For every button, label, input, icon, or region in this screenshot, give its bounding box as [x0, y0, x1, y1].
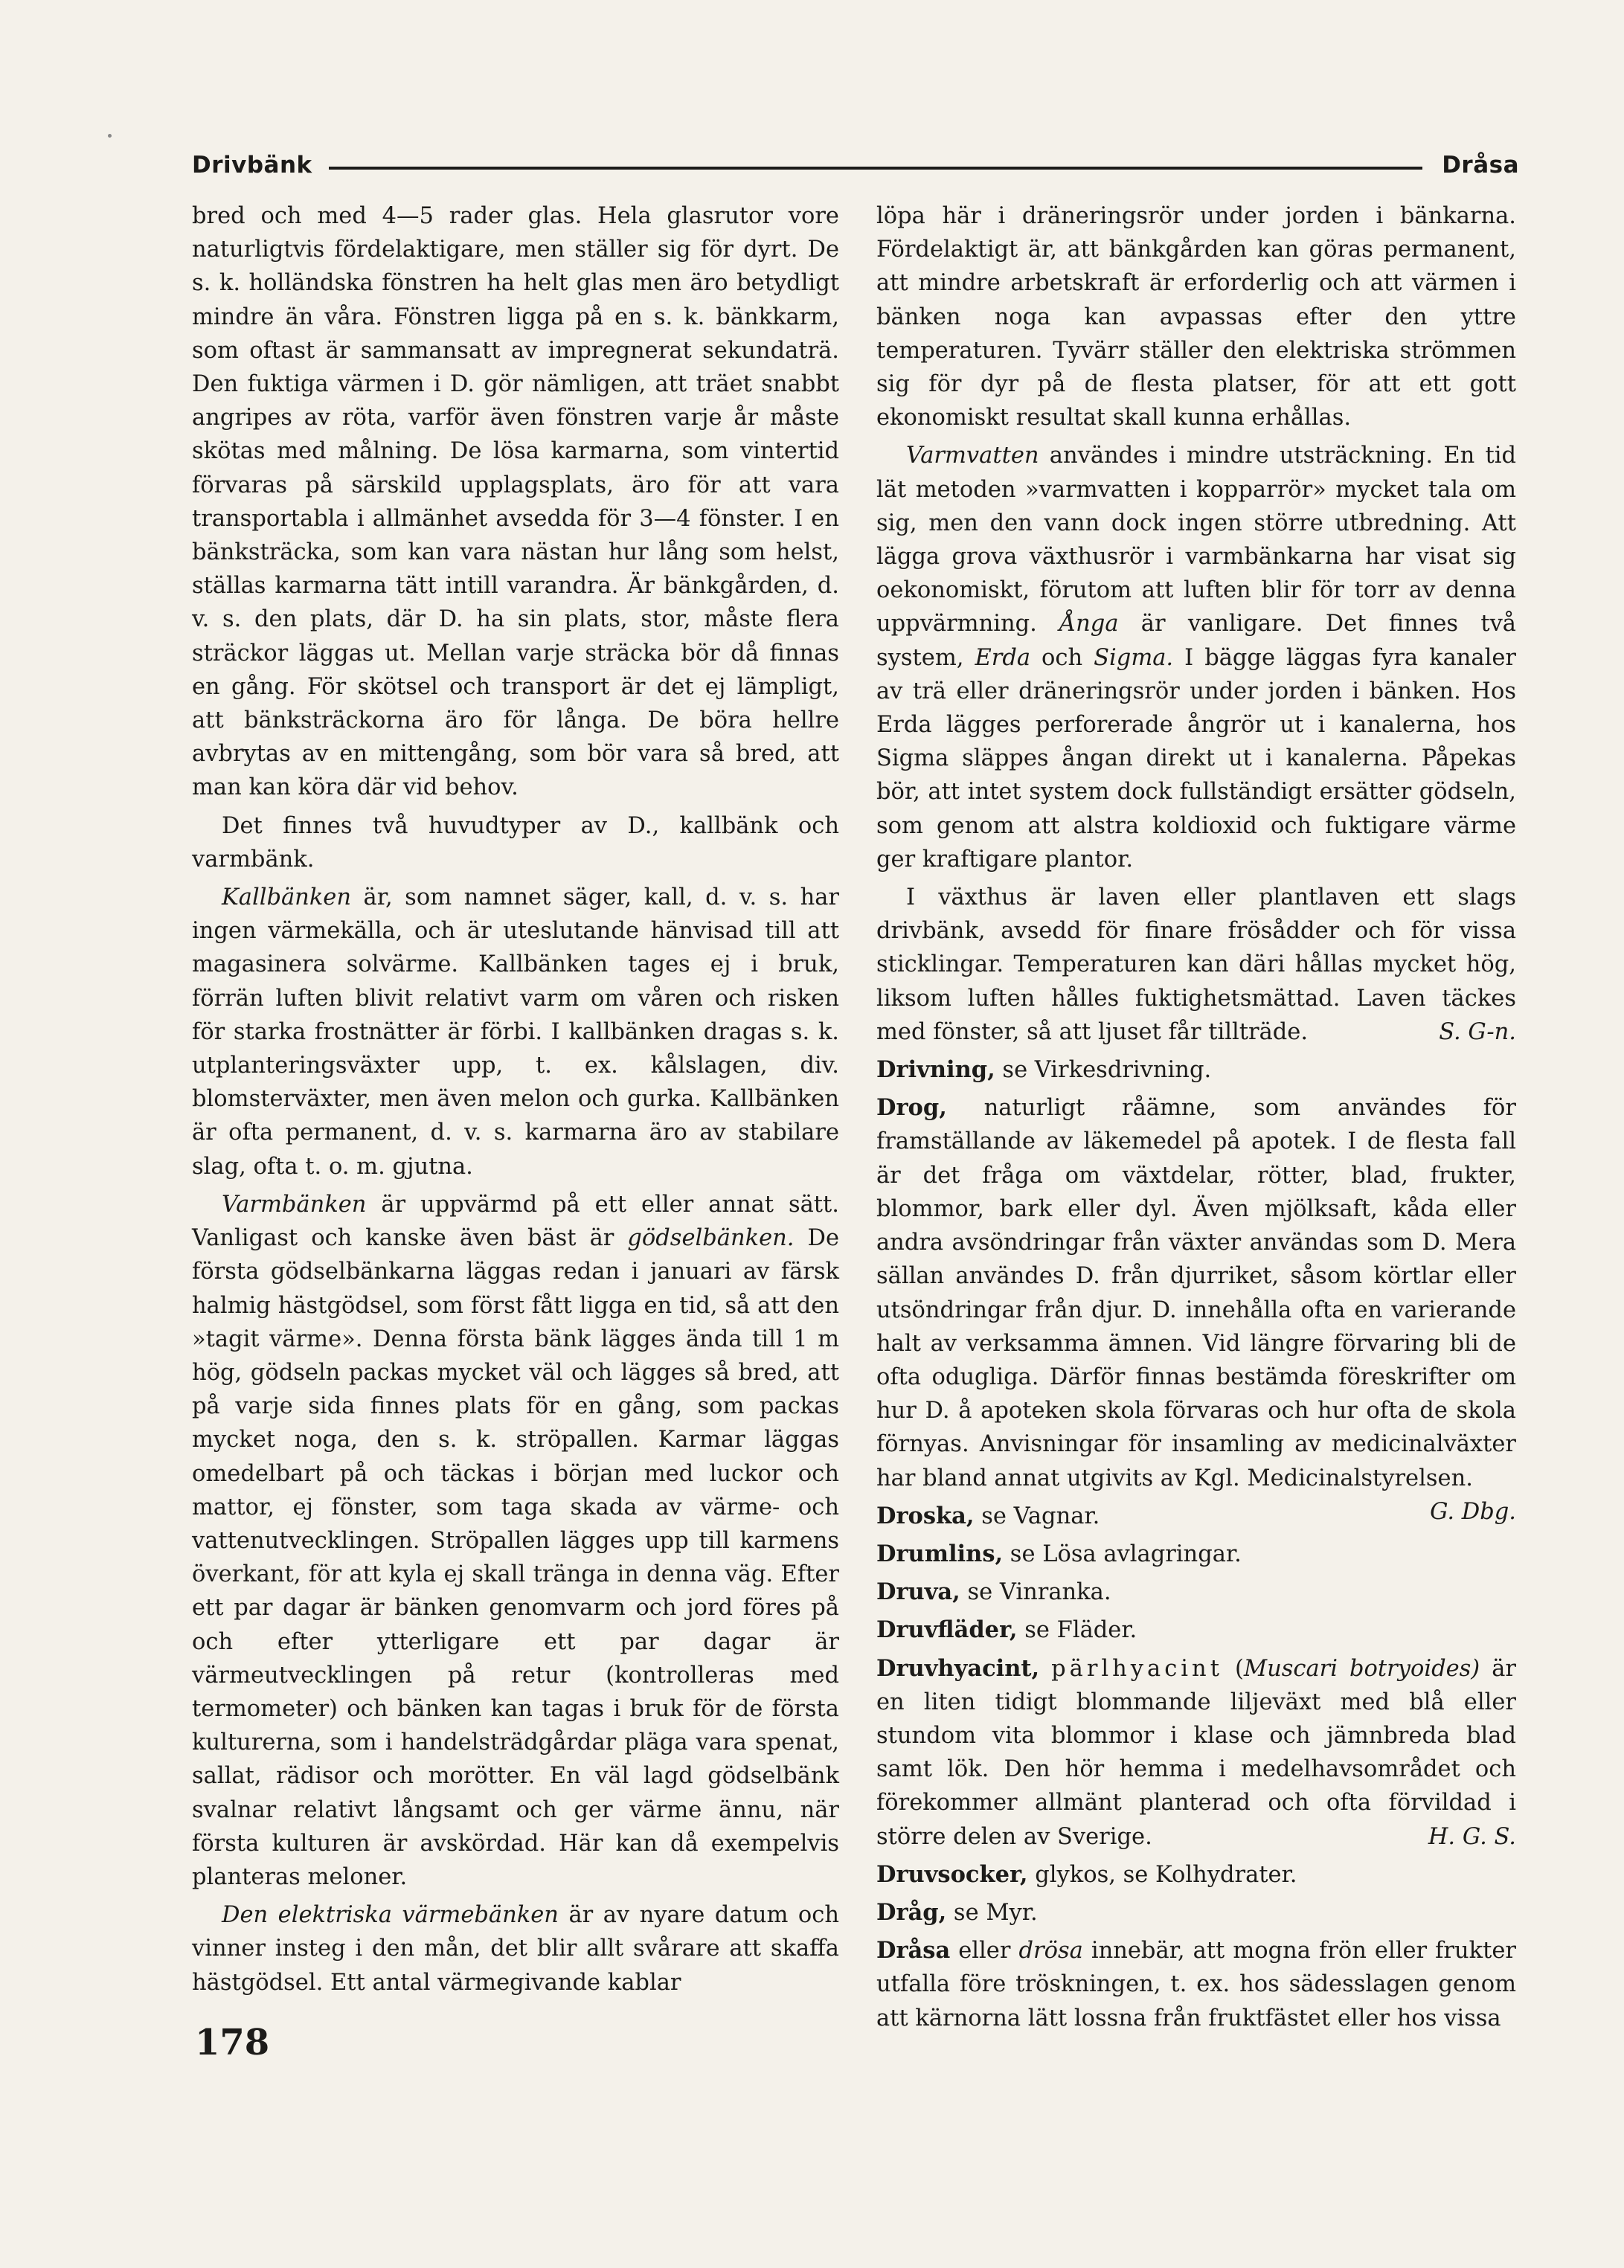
paragraph: Varmbänken är uppvärmd på ett eller annat sätt. Vanligast och kanske även bäst är gödselbänken. De första gödselbänkarna läggas redan i januari av färsk halmig hästgödsel, som först fått ligga en tid, så att den »tagit värme». Denna första bänk lägges ända till 1 m hög, gödseln packas mycket väl och lägges så bred, att på varje sida finnes plats för en gång, som packas mycket noga, den s. k. ströpallen. Karmar läggas omedelbart på och täckas i början med luckor och mattor, ej fönster, som taga skada av värme- och vattenutvecklingen. Ströpallen lägges upp till karmens överkant, för att kyla ej skall tränga in denna väg. Efter ett par dagar är bänken genomvarm och jord föres på och efter ytterligare ett par dagar är värmeutvecklingen på retur (kontrolleras med termometer) och bänken kan tagas i bruk för de första kulturerna, som i handelsträdgårdar pläga vara spenat, sallat, rädisor och morötter. En väl lagd gödselbänk svalnar relativt långsamt och ger värme ännu, när första kulturen är avskördad. Här kan då exempelvis planteras meloner.	[192, 1191, 839, 1890]
author-signature: S. G-n.	[1439, 1018, 1516, 1045]
entry-headword: Drivning,	[876, 1056, 995, 1084]
entry-headword: Droska,	[876, 1502, 975, 1529]
italic-term: gödselbänken.	[627, 1225, 795, 1252]
italic-lead: Kallbänken	[222, 884, 352, 911]
paragraph: löpa här i dräneringsrör under jorden i bänkarna. Fördelaktigt är, att bänkgården kan göras permanent, att mindre arbetskraft är erforderlig och att värmen i bänken noga kan avpassas efter den yttre temperaturen. Tyvärr ställer den elektriska strömmen sig för dyr på de flesta platser, för att ett gott ekonomiskt resultat skall kunna erhållas.	[876, 203, 1516, 431]
entry-headword: Druva,	[876, 1578, 960, 1606]
paragraph: bred och med 4—5 rader glas. Hela glasrutor vore naturligtvis fördelaktigare, men ställer sig för dyrt. De s. k. holländska fönstren ha helt glas men äro betydligt mindre än våra. Fönstren ligga på en s. k. bänkkarm, som oftast är sammansatt av impregnerat sekundaträ. Den fuktiga värmen i D. gör nämligen, att träet snabbt angripes av röta, varför även fönstren varje år måste skötas med målning. De lösa karmarna, som vintertid förvaras på särskild upplagsplats, äro för att vara transportabla i allmänhet avsedda för 3—4 fönster. I en bänksträcka, som kan vara nästan hur lång som helst, ställas karmarna tätt intill varandra. Är bänkgården, d. v. s. den plats, där D. ha sin plats, stor, måste flera sträckor läggas ut. Mellan varje sträcka bör då finnas en gång. För skötsel och transport är det ej lämpligt, att bänksträckorna äro för långa. De böra hellre avbrytas av en mittengång, som bör vara så bred, att man kan köra där vid behov.	[192, 203, 839, 801]
entry-headword: Druvsocker,	[876, 1860, 1028, 1888]
dictionary-entry: Drumlins, se Lösa avlagringar.	[876, 1540, 1242, 1567]
italic-term: Muscari botryoides)	[1243, 1655, 1480, 1682]
header-rule	[329, 167, 1422, 170]
paragraph: Den elektriska värmebänken är av nyare datum och vinner insteg i den mån, det blir allt svårare att skaffa hästgödsel. Ett antal värmegivande kablar	[192, 1902, 839, 1996]
entry-synonym: pärlhyacint	[1051, 1655, 1223, 1682]
entry-headword: Druvfläder,	[876, 1616, 1018, 1644]
dictionary-entry: Dråsa eller drösa innebär, att mogna frön eller frukter utfalla före tröskningen, t. ex. hos sädesslagen genom att kärnorna lätt lossna från fruktfästet eller hos vissa	[876, 1937, 1516, 2031]
paragraph: Kallbänken är, som namnet säger, kall, d. v. s. har ingen värmekälla, och är uteslutande hänvisad till att magasinera solvärme. Kallbänken tages ej i bruk, förrän luften blivit relativt varm om våren och risken för starka frostnätter är förbi. I kallbänken dragas s. k. utplanteringsväxter upp, t. ex. kålslagen, div. blomsterväxter, men även melon och gurka. Kallbänken är ofta permanent, d. v. s. karmarna äro av stabilare slag, ofta t. o. m. gjutna.	[192, 884, 839, 1180]
paragraph: Varmvatten användes i mindre utsträckning. En tid lät metoden »varmvatten i kopparrör» mycket tala om sig, men den vann dock ingen större utbredning. Att lägga grova växthusrör i varmbänkarna har visat sig oekonomiskt, förutom att luften blir för torr av denna uppvärmning. Ånga är vanligare. Det finnes två system, Erda och Sigma. I bägge läggas fyra kanaler av trä eller dräneringsrör under jorden i bänken. Hos Erda lägges perforerade ångrör ut i kanalerna, hos Sigma släppes ångan direkt ut i kanalerna. Påpekas bör, att intet system dock fullständigt ersätter gödseln, som genom att alstra koldioxid och fuktigare värme ger kraftigare plantor.	[876, 443, 1516, 873]
header-left-word: Drivbänk	[192, 152, 312, 179]
running-header	[192, 149, 1519, 186]
italic-lead: Varmvatten	[906, 443, 1039, 469]
dictionary-entry: Druvhyacint, pärlhyacint (Muscari botryoides) är en liten tidigt blommande liljeväxt med blå eller stundom vita blommor i klase och jämnbreda blad samt lök. Den hör hemma i medelhavsområdet och förekommer allmänt planterad och ofta förvildad i större delen av Sverige. H. G. S.	[876, 1652, 1516, 1854]
header-right-word: Dråsa	[1442, 152, 1519, 179]
dictionary-entry: Druvsocker, glykos, se Kolhydrater.	[876, 1860, 1297, 1888]
dictionary-entry: Drog, naturligt råämne, som användes för framställande av läkemedel på apotek. I de flesta fall är det fråga om växtdelar, rötter, blad, frukter, blommor, bark eller dyl. Även mjölksaft, kåda eller andra avsöndringar från växter användas som D. Mera sällan användes D. från djurriket, såsom körtlar eller utsöndringar från djur. D. innehålla ofta en varierande halt av verksamma ämnen. Vid längre förvaring bli de ofta odugliga. Därför finnas bestämda föreskrifter om hur D. å apoteken skola förvaras och hur ofta de skola förnyas. Anvisningar för insamling av medicinalväxter har bland annat utgivits av Kgl. Medicinalstyrelsen. G. Dbg.	[876, 1091, 1516, 1494]
dictionary-entry: Dråg, se Myr.	[876, 1898, 1038, 1926]
paragraph: Det finnes två huvudtyper av D., kallbänk och varmbänk.	[192, 812, 839, 873]
left-column	[192, 199, 839, 1999]
right-column	[876, 199, 1516, 2035]
dictionary-entry: Druva, se Vinranka.	[876, 1578, 1111, 1606]
page-number: 178	[195, 2022, 270, 2063]
paragraph: I växthus är laven eller plantlaven ett slags drivbänk, avsedd för finare frösådder och för vissa sticklingar. Temperaturen kan däri hållas mycket hög, liksom luften hålles fuktighetsmättad. Laven täckes med fönster, så att ljuset får tillträde. S. G-n.	[876, 881, 1516, 1049]
italic-term: Sigma.	[1094, 644, 1174, 671]
entry-headword: Drog,	[876, 1094, 947, 1122]
italic-lead: Den elektriska värmebänken	[222, 1902, 559, 1929]
margin-dot	[108, 134, 112, 138]
author-signature: G. Dbg.	[1430, 1498, 1516, 1525]
italic-term: Erda	[975, 644, 1031, 671]
dictionary-entry: Droska, se Vagnar.	[876, 1502, 1100, 1529]
entry-headword: Druvhyacint,	[876, 1654, 1040, 1682]
dictionary-entry: Drivning, se Virkesdrivning.	[876, 1056, 1212, 1084]
italic-term: drösa	[1018, 1938, 1083, 1965]
italic-lead: Varmbänken	[222, 1191, 367, 1218]
entry-headword: Drumlins,	[876, 1540, 1004, 1567]
entry-headword: Dråg,	[876, 1898, 947, 1926]
italic-term: Ånga	[1059, 611, 1119, 637]
author-signature: H. G. S.	[1428, 1823, 1516, 1850]
entry-headword: Dråsa	[876, 1937, 951, 1965]
dictionary-entry: Druvfläder, se Fläder.	[876, 1616, 1137, 1644]
